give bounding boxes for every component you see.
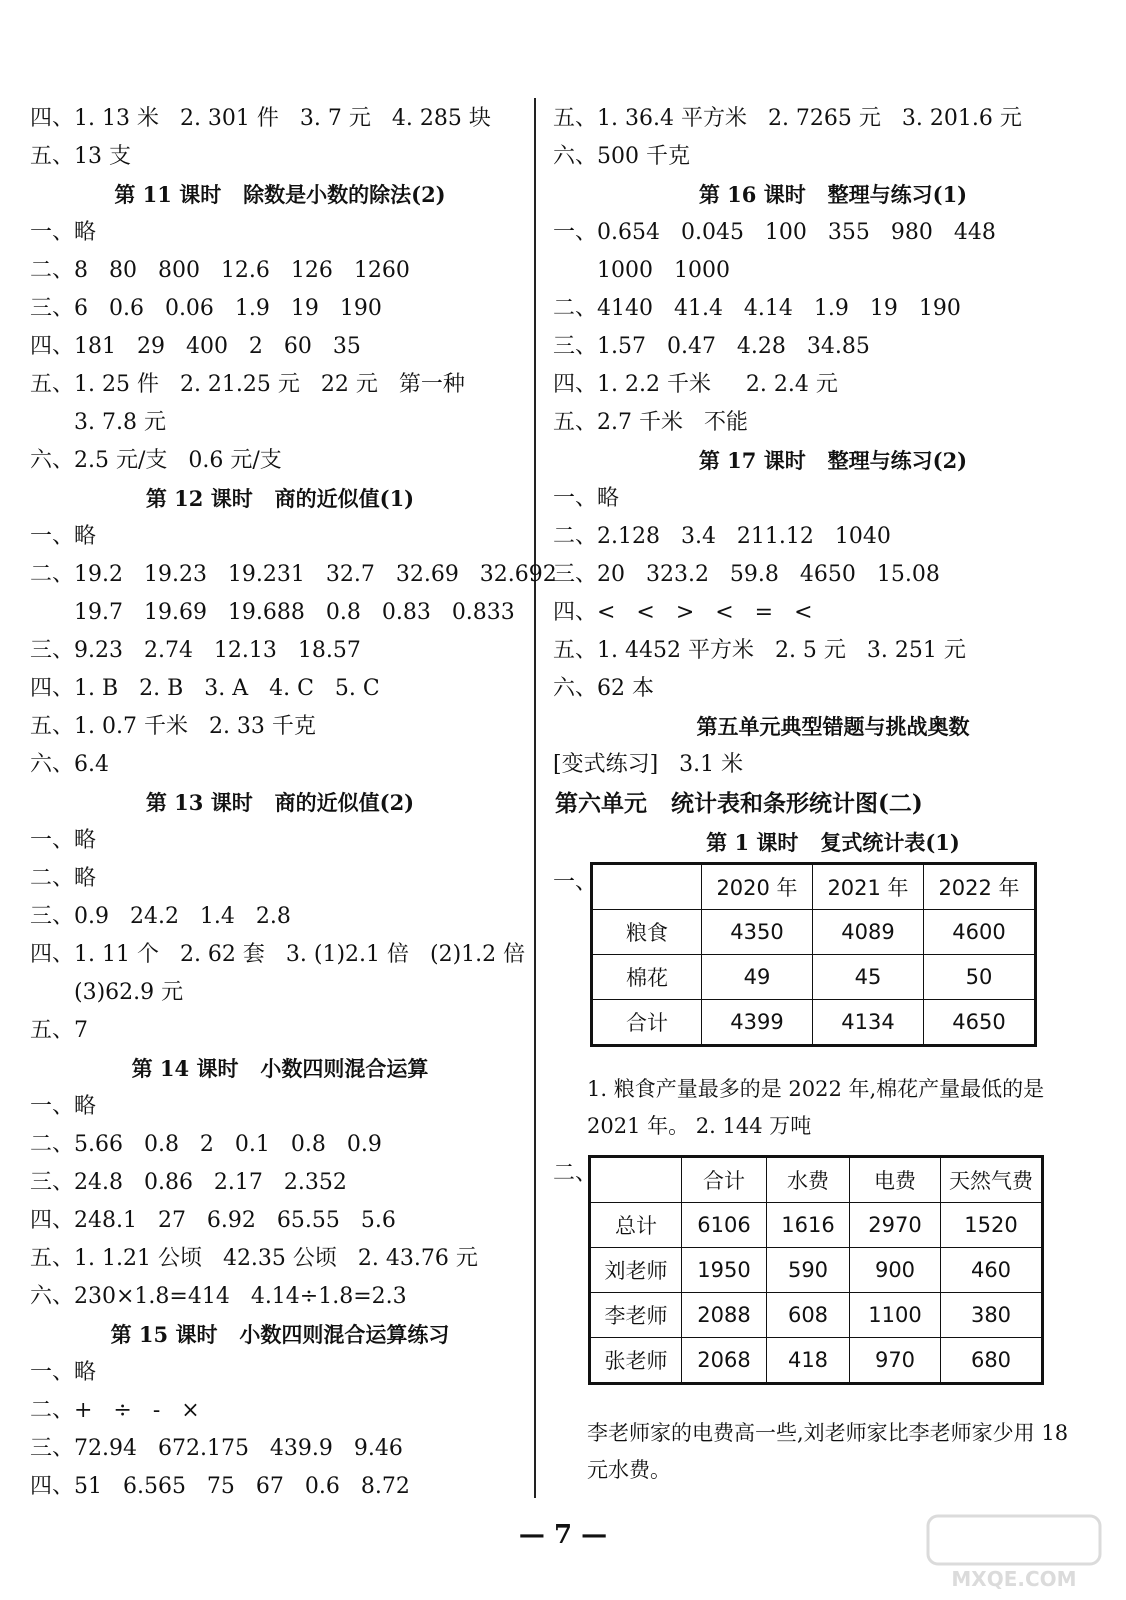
table-cell: 水费: [767, 1157, 850, 1203]
table-cell: 天然气费: [941, 1157, 1043, 1203]
table-cell: 1100: [850, 1293, 941, 1338]
table1-label: 一、: [553, 870, 598, 895]
left-column: [30, 100, 557, 1506]
lesson-heading: 第 14 课时 小数四则混合运算: [131, 1056, 429, 1081]
lesson-heading: 第五单元典型错题与挑战奥数: [696, 714, 970, 739]
table-cell: 粮食: [592, 910, 702, 955]
answer-line: 四、1. 13 米 2. 301 件 3. 7 元 4. 285 块: [30, 106, 491, 131]
answer-line: 六、230×1.8=414 4.14÷1.8=2.3: [30, 1284, 407, 1309]
answer-line: 三、1.57 0.47 4.28 34.85: [553, 334, 870, 359]
answer-line: 一、略: [30, 828, 97, 853]
lesson-heading: 第 11 课时 除数是小数的除法(2): [114, 182, 446, 207]
answer-line: 一、略: [30, 1360, 97, 1385]
page-number: — 7 —: [518, 1520, 608, 1550]
table-row: [590, 1293, 1043, 1338]
table-cell: 970: [850, 1338, 941, 1384]
table-cell: 608: [767, 1293, 850, 1338]
answer-line: 三、0.9 24.2 1.4 2.8: [30, 904, 291, 929]
lesson-heading: 第 15 课时 小数四则混合运算练习: [110, 1322, 450, 1347]
answer-line: 六、500 千克: [553, 144, 690, 169]
table-cell: 50: [924, 955, 1036, 1000]
answer-line: 五、1. 0.7 千米 2. 33 千克: [30, 714, 316, 739]
answer-line: [变式练习] 3.1 米: [553, 752, 744, 777]
answer-line: 四、181 29 400 2 60 35: [30, 334, 361, 359]
table-cell: 45: [813, 955, 924, 1000]
watermark-logo: [924, 1512, 1104, 1592]
table-cell: 6106: [682, 1203, 767, 1248]
table-cell: 2022 年: [924, 864, 1036, 910]
answer-line: 一、0.654 0.045 100 355 980 448: [553, 220, 996, 245]
table-cell: 1616: [767, 1203, 850, 1248]
lesson-heading: 第 16 课时 整理与练习(1): [698, 182, 968, 207]
table-cell: 49: [702, 955, 813, 1000]
table-cell: 4350: [702, 910, 813, 955]
lesson-heading: 第 12 课时 商的近似值(1): [145, 486, 415, 511]
lesson-heading: 第 13 课时 商的近似值(2): [145, 790, 415, 815]
table-cell: 4089: [813, 910, 924, 955]
answer-line: 四、51 6.565 75 67 0.6 8.72: [30, 1474, 410, 1499]
answer-line: 19.7 19.69 19.688 0.8 0.83 0.833: [74, 600, 515, 625]
table-cell: 刘老师: [590, 1248, 682, 1293]
table-cell: 1520: [941, 1203, 1043, 1248]
table-cell: 棉花: [592, 955, 702, 1000]
table-cell: 4600: [924, 910, 1036, 955]
table-cell: [590, 1157, 682, 1203]
table-cell: 680: [941, 1338, 1043, 1384]
table2-label: 二、: [553, 1161, 598, 1186]
table-cell: 2970: [850, 1203, 941, 1248]
table-cell: 1950: [682, 1248, 767, 1293]
table1-block: [553, 862, 1113, 1047]
table-cell: 2068: [682, 1338, 767, 1384]
table-row: [592, 910, 1036, 955]
table-cell: 380: [941, 1293, 1043, 1338]
table-row: [590, 1248, 1043, 1293]
answer-line: 二、4140 41.4 4.14 1.9 19 190: [553, 296, 961, 321]
answer-line: 四、248.1 27 6.92 65.55 5.6: [30, 1208, 396, 1233]
table-cell: 李老师: [590, 1293, 682, 1338]
right-column: [553, 100, 1113, 1489]
column-divider: [534, 98, 536, 1498]
answer-line: 二、19.2 19.23 19.231 32.7 32.69 32.692: [30, 562, 557, 587]
answer-paragraph-2: 李老师家的电费高一些,刘老师家比李老师家少用 18 元水费。: [587, 1421, 1069, 1482]
table-header-row: [592, 864, 1036, 910]
table-cell: 2020 年: [702, 864, 813, 910]
answer-line: 二、略: [30, 866, 97, 891]
answer-line: 一、略: [553, 486, 620, 511]
table-cell: [592, 864, 702, 910]
answer-line: 二、8 80 800 12.6 126 1260: [30, 258, 410, 283]
answer-line: 四、< < > < = <: [553, 600, 813, 625]
right-answer-lines: [553, 100, 1113, 784]
answer-line: 二、+ ÷ - ×: [30, 1398, 200, 1423]
table-header-row: [590, 1157, 1043, 1203]
answer-line: 二、5.66 0.8 2 0.1 0.8 0.9: [30, 1132, 382, 1157]
table-cell: 张老师: [590, 1338, 682, 1384]
utility-fees-table: [588, 1155, 1044, 1385]
table-cell: 900: [850, 1248, 941, 1293]
svg-text:MXQE.COM: MXQE.COM: [951, 1567, 1077, 1591]
table-cell: 合计: [682, 1157, 767, 1203]
table-cell: 590: [767, 1248, 850, 1293]
answer-line: 1000 1000: [597, 258, 730, 283]
table-cell: 4399: [702, 1000, 813, 1046]
answer-line: (3)62.9 元: [74, 980, 184, 1005]
answer-line: 三、24.8 0.86 2.17 2.352: [30, 1170, 347, 1195]
table-cell: 总计: [590, 1203, 682, 1248]
answer-line: 三、20 323.2 59.8 4650 15.08: [553, 562, 940, 587]
answer-line: 五、13 支: [30, 144, 131, 169]
table-cell: 电费: [850, 1157, 941, 1203]
answer-line: 三、9.23 2.74 12.13 18.57: [30, 638, 361, 663]
answer-line: 五、1. 25 件 2. 21.25 元 22 元 第一种: [30, 372, 465, 397]
answer-line: 五、7: [30, 1018, 88, 1043]
answer-paragraph-1: 1. 粮食产量最多的是 2022 年,棉花产量最低的是 2021 年。 2. 144 万吨: [587, 1077, 1045, 1138]
table-cell: 合计: [592, 1000, 702, 1046]
table-cell: 2021 年: [813, 864, 924, 910]
table-cell: 4134: [813, 1000, 924, 1046]
answer-line: 五、1. 4452 平方米 2. 5 元 3. 251 元: [553, 638, 966, 663]
answer-line: 三、6 0.6 0.06 1.9 19 190: [30, 296, 382, 321]
table-row: [592, 955, 1036, 1000]
answer-line: 三、72.94 672.175 439.9 9.46: [30, 1436, 403, 1461]
table2-block: [553, 1155, 1113, 1385]
table-row: [590, 1338, 1043, 1384]
answer-line: 五、1. 1.21 公顷 42.35 公顷 2. 43.76 元: [30, 1246, 478, 1271]
lesson-title: 第 1 课时 复式统计表(1): [706, 830, 960, 855]
answer-line: 五、2.7 千米 不能: [553, 410, 748, 435]
unit-title: 第六单元 统计表和条形统计图(二): [555, 790, 923, 817]
answer-line: 六、6.4: [30, 752, 109, 777]
answer-line: 一、略: [30, 524, 97, 549]
table-cell: 418: [767, 1338, 850, 1384]
table-cell: 2088: [682, 1293, 767, 1338]
answer-line: 一、略: [30, 220, 97, 245]
production-table: [590, 862, 1037, 1047]
answer-line: 四、1. B 2. B 3. A 4. C 5. C: [30, 676, 380, 701]
lesson-heading: 第 17 课时 整理与练习(2): [698, 448, 968, 473]
answer-line: 六、2.5 元/支 0.6 元/支: [30, 448, 282, 473]
answer-line: 一、略: [30, 1094, 97, 1119]
table-cell: 4650: [924, 1000, 1036, 1046]
answer-line: 四、1. 11 个 2. 62 套 3. (1)2.1 倍 (2)1.2 倍: [30, 942, 526, 967]
answer-line: 3. 7.8 元: [74, 410, 166, 435]
answer-line: 六、62 本: [553, 676, 654, 701]
answer-line: 四、1. 2.2 千米 2. 2.4 元: [553, 372, 838, 397]
table-row: [592, 1000, 1036, 1046]
table-cell: 460: [941, 1248, 1043, 1293]
answer-line: 五、1. 36.4 平方米 2. 7265 元 3. 201.6 元: [553, 106, 1022, 131]
answer-line: 二、2.128 3.4 211.12 1040: [553, 524, 891, 549]
table-row: [590, 1203, 1043, 1248]
